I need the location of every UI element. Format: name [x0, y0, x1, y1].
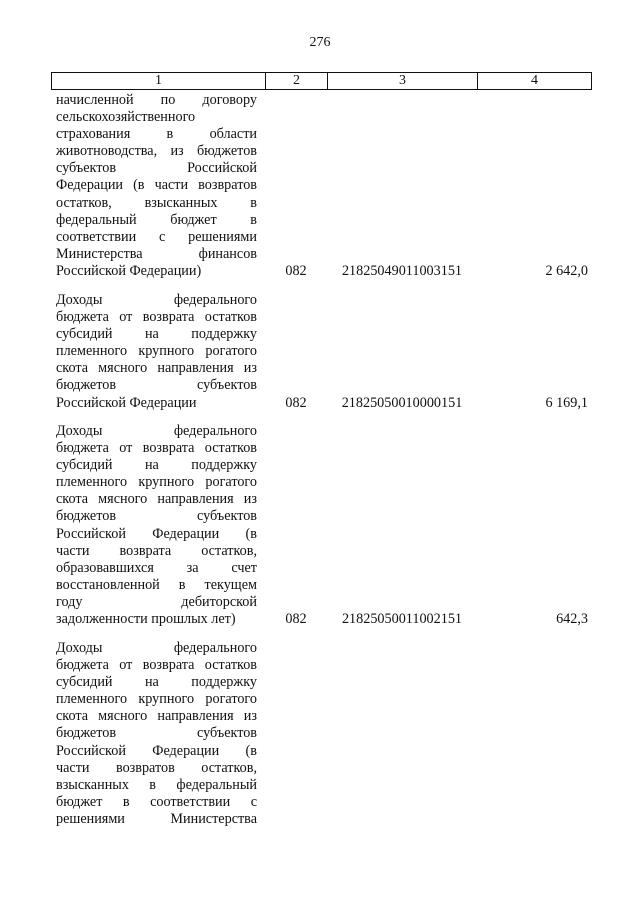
description-line: субъектов Российской [56, 160, 257, 177]
description-line: Министерства финансов [56, 245, 257, 262]
description-line: Доходы федерального [56, 640, 257, 656]
description-line: бюджетов субъектов [56, 377, 257, 394]
kbk-code: 21825050010000151 [341, 395, 463, 411]
description-line: соответствии с решениями [56, 228, 257, 245]
description-line: бюджетов субъектов [56, 508, 257, 525]
header-col-3: 3 [328, 73, 478, 89]
description-line: субсидий на поддержку [56, 674, 257, 691]
header-col-2: 2 [266, 73, 328, 89]
amount: 6 169,1 [545, 395, 588, 411]
admin-code: 082 [285, 395, 307, 411]
description-line: Российской Федерации (в [56, 525, 257, 542]
description-line: году дебиторской [56, 593, 257, 610]
page-number: 276 [309, 35, 331, 50]
kbk-code: 21825050011002151 [341, 611, 463, 627]
description-line: сельскохозяйственного [56, 109, 196, 126]
kbk-code: 21825049011003151 [341, 263, 463, 279]
amount: 642,3 [556, 611, 588, 627]
description-line: Российской Федерации (в [56, 742, 257, 759]
description-line: Доходы федерального [56, 292, 257, 308]
description-line: задолженности прошлых лет) [56, 611, 236, 628]
description-line: Российской Федерации [56, 394, 197, 411]
description-line: племенного крупного рогатого [56, 474, 257, 491]
description-line: взысканных в федеральный [56, 776, 257, 793]
description-line: Доходы федерального [56, 423, 257, 439]
table-header [51, 72, 592, 90]
description-line: племенного крупного рогатого [56, 343, 257, 360]
description-line: восстановленной в текущем [56, 576, 257, 593]
header-col-1: 1 [52, 73, 266, 89]
description-line: начисленной по договору [56, 92, 257, 108]
description-line: части возврата остатков, [56, 542, 257, 559]
row-description [56, 292, 257, 412]
description-line: бюджета от возврата остатков [56, 440, 257, 457]
description-line: скота мясного направления из [56, 360, 257, 377]
row-description [56, 640, 257, 828]
description-line: решениями Министерства [56, 810, 257, 827]
description-line: Российской Федерации) [56, 262, 202, 279]
description-line: бюджетов субъектов [56, 725, 257, 742]
description-line: субсидий на поддержку [56, 326, 257, 343]
description-line: Федерации (в части возвратов [56, 177, 257, 194]
description-line: скота мясного направления из [56, 708, 257, 725]
description-line: животноводства, из бюджетов [56, 143, 257, 160]
header-col-4: 4 [531, 73, 538, 88]
description-line: скота мясного направления из [56, 491, 257, 508]
description-line: субсидий на поддержку [56, 457, 257, 474]
description-line: части возвратов остатков, [56, 759, 257, 776]
amount: 2 642,0 [545, 263, 588, 279]
description-line: бюджет в соответствии с [56, 793, 257, 810]
description-line: образовавшихся за счет [56, 559, 257, 576]
description-line: племенного крупного рогатого [56, 691, 257, 708]
description-line: бюджета от возврата остатков [56, 309, 257, 326]
row-description [56, 423, 257, 628]
description-line: страхования в области [56, 126, 257, 143]
admin-code: 082 [285, 263, 307, 279]
description-line: федеральный бюджет в [56, 211, 257, 228]
description-line: бюджета от возврата остатков [56, 657, 257, 674]
admin-code: 082 [285, 611, 307, 627]
row-description [56, 92, 257, 280]
description-line: остатков, взысканных в [56, 194, 257, 211]
